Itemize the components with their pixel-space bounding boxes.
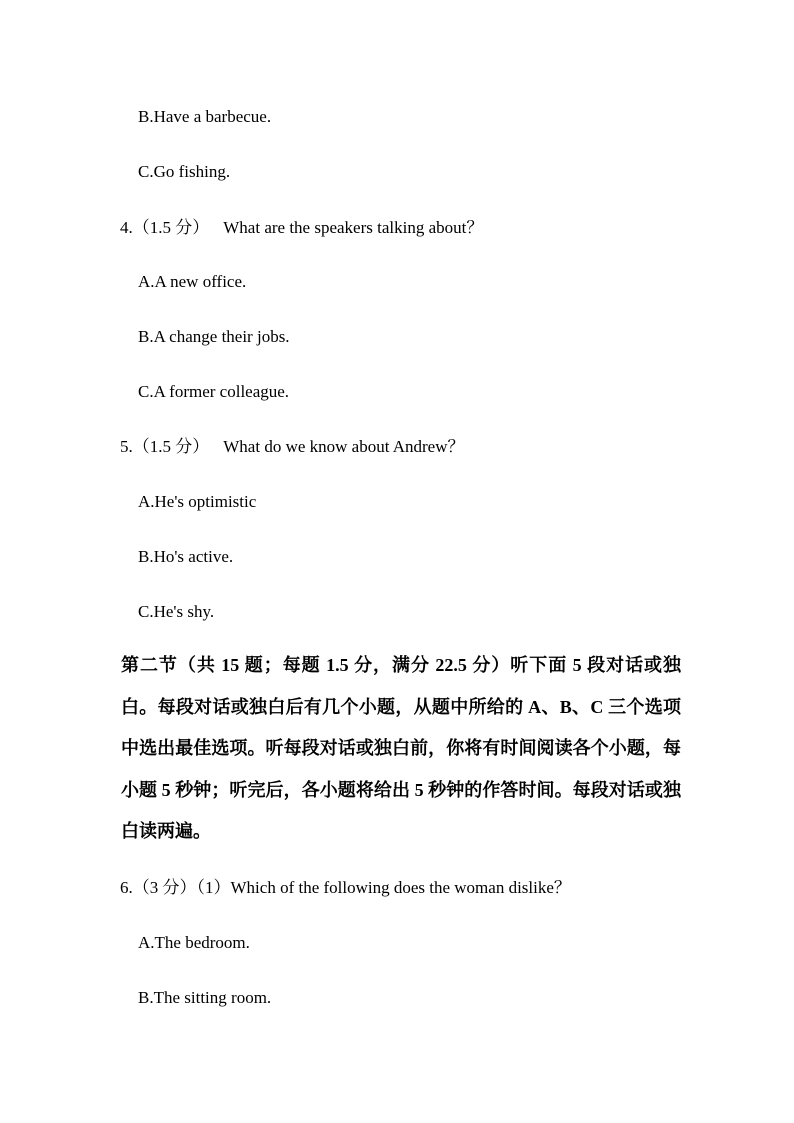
- question-score: （1.5 分）: [132, 218, 210, 237]
- question-text: Which of the following does the woman dislike？: [230, 878, 571, 897]
- question-score: （3 分）: [132, 878, 197, 897]
- question-6: [120, 877, 571, 899]
- option-5a: A.He's optimistic: [138, 492, 257, 511]
- section-instructions: 第二节（共 15 题；每题 1.5 分，满分 22.5 分）听下面 5 段对话或独白。每段对话或独白后有几个小题，从题中所给的 A、B、C 三个选项中选出最佳选项。听每段对话或独白前，你将有时间阅读各个小题，每小题 5 秒钟；听完后，各小题将给出 5 秒钟的作答时间。每段对话或独白读两遍。: [121, 655, 681, 841]
- question-number: 6.: [120, 878, 133, 897]
- option-3c: C.Go fishing.: [138, 162, 231, 181]
- option-4c: C.A former colleague.: [138, 382, 290, 401]
- option-6a: A.The bedroom.: [138, 933, 250, 952]
- question-text: What are the speakers talking about？: [223, 218, 484, 237]
- option-3b: B.Have a barbecue.: [138, 107, 272, 126]
- question-5: [120, 436, 465, 458]
- option-5c: C.He's shy.: [138, 602, 215, 621]
- option-6b: B.The sitting room.: [138, 988, 272, 1007]
- question-number: 4.: [120, 218, 133, 237]
- question-number: 5.: [120, 437, 133, 456]
- option-4a: A.A new office.: [138, 272, 247, 291]
- option-4b: B.A change their jobs.: [138, 327, 290, 346]
- question-score: （1.5 分）: [132, 437, 210, 456]
- option-5b: B.Ho's active.: [138, 547, 234, 566]
- question-text: What do we know about Andrew？: [223, 437, 465, 456]
- question-4: [120, 217, 483, 239]
- question-subnumber: （1）: [196, 878, 231, 897]
